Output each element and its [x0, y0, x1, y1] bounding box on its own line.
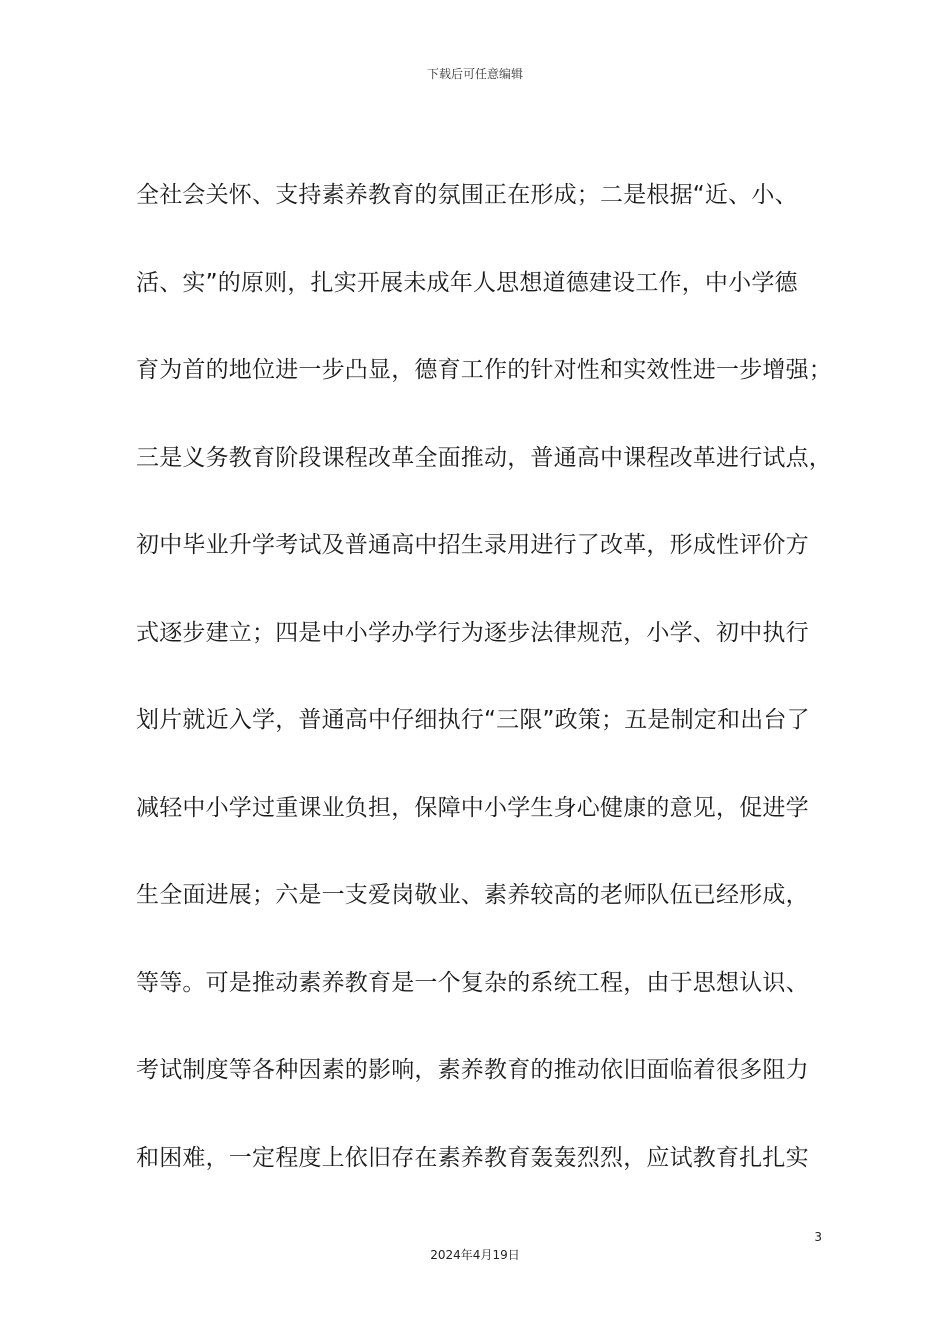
- text-line: 减轻中小学过重课业负担，保障中小学生身心健康的意见，促进学: [136, 794, 809, 821]
- text-line: 考试制度等各种因素的影响，素养教育的推动依旧面临着很多阻力: [136, 1057, 809, 1083]
- document-body: [136, 152, 832, 1202]
- text-line: 初中毕业升学考试及普通高中招生录用进行了改革，形成性评价方: [136, 532, 809, 558]
- text-line: 划片就近入学，普通高中仔细执行“三限”政策；五是制定和出台了: [136, 707, 810, 733]
- text-line: 式逐步建立；四是中小学办学行为逐步法律规范，小学、初中执行: [136, 619, 809, 646]
- text-line: 活、实”的原则，扎实开展未成年人思想道德建设工作，中小学德: [136, 269, 798, 296]
- text-line: 全社会关怀、支持素养教育的氛围正在形成；二是根据“近、小、: [136, 182, 798, 208]
- text-line: 育为首的地位进一步凸显，德育工作的针对性和实效性进一步增强；: [136, 357, 832, 383]
- text-line: 生全面进展；六是一支爱岗敬业、素养较高的老师队伍已经形成，: [136, 882, 809, 908]
- text-line: 三是义务教育阶段课程改革全面推动，普通高中课程改革进行试点，: [136, 444, 832, 471]
- page-number: 3: [814, 1230, 822, 1244]
- text-line: 等等。可是推动素养教育是一个复杂的系统工程，由于思想认识、: [136, 969, 809, 996]
- page-header: 下载后可任意编辑: [426, 67, 523, 81]
- footer-date: 2024年4月19日: [430, 1248, 520, 1262]
- text-line: 和困难，一定程度上依旧存在素养教育轰轰烈烈，应试教育扎扎实: [136, 1144, 809, 1171]
